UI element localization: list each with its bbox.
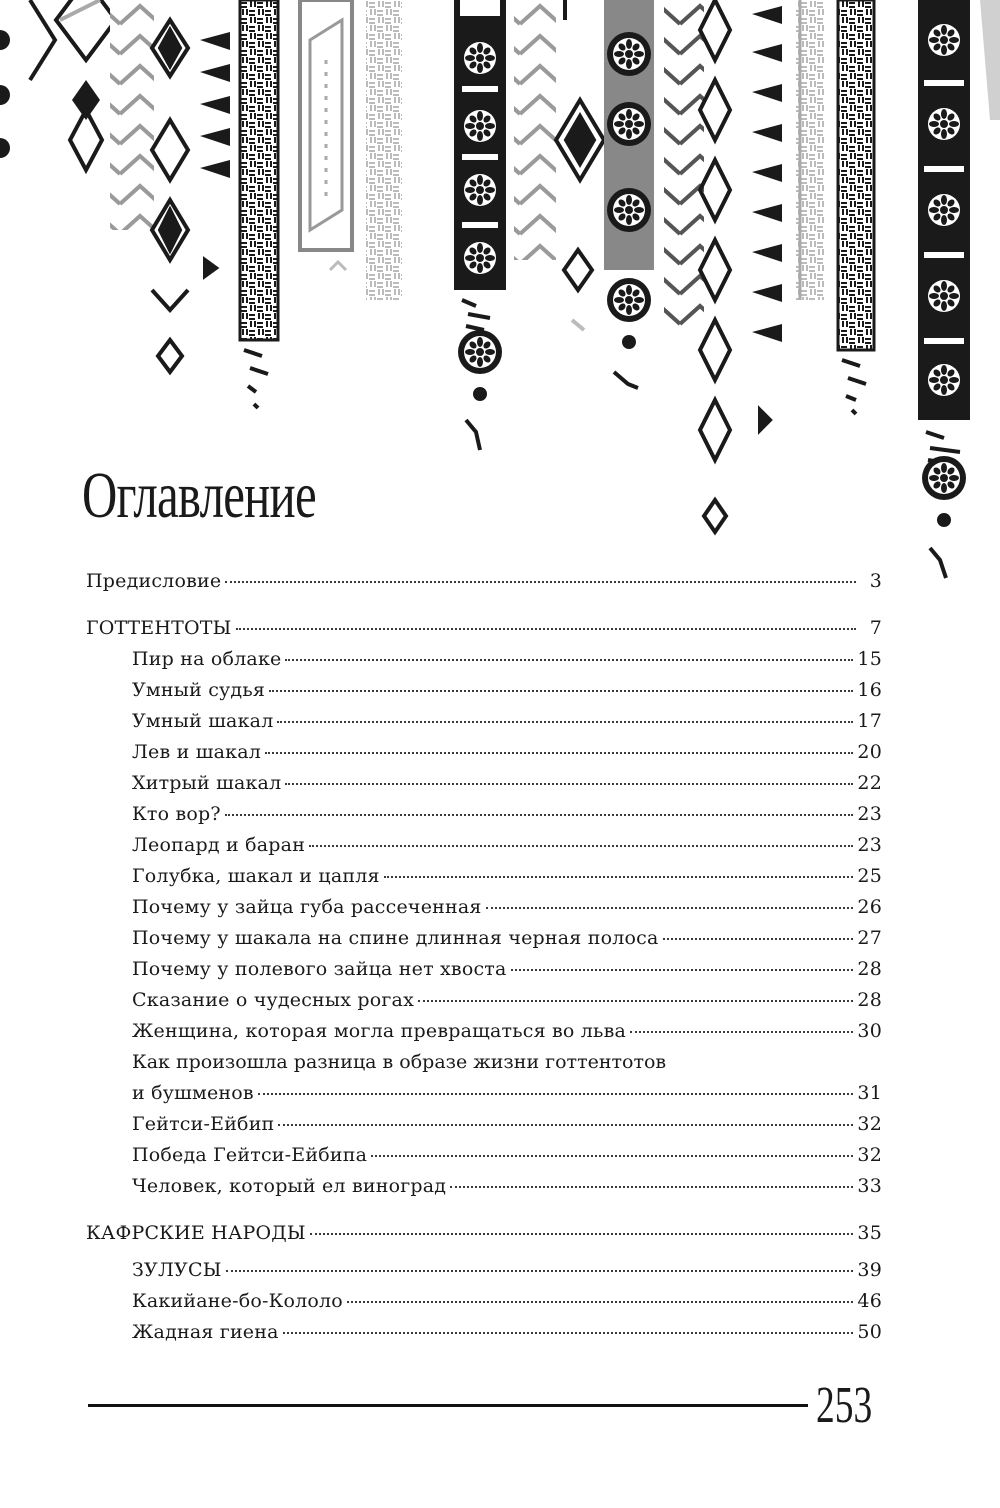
toc-entry[interactable] xyxy=(132,830,882,861)
ornament-column-triangles-2 xyxy=(752,6,782,342)
ornament-column-weave-1 xyxy=(240,0,278,408)
ornament-column-flowers-3 xyxy=(918,0,970,578)
toc-entry-label: Почему у зайца губа рассеченная xyxy=(132,896,482,918)
toc-entry-label-line1: Как произошла разница в образе жизни готтентотов xyxy=(132,1051,667,1073)
toc-entry-page: 20 xyxy=(857,741,882,763)
toc-entry[interactable] xyxy=(132,737,882,768)
dot-leader xyxy=(310,1232,854,1235)
toc-entry-page: 28 xyxy=(857,958,882,980)
ornament-column-zigzag-2 xyxy=(514,0,556,260)
toc-entry-page: 16 xyxy=(857,679,882,701)
toc-entry-label: Какийане-бо-Кололо xyxy=(132,1290,343,1312)
ornament-column-triangles-1 xyxy=(200,32,230,178)
toc-section-label: КАФРСКИЕ НАРОДЫ xyxy=(86,1222,306,1244)
toc-entry[interactable] xyxy=(132,892,882,923)
ornament-column-diamonds-1 xyxy=(30,0,116,170)
dot-leader xyxy=(283,1331,854,1334)
ornament-column-zigzag-1 xyxy=(110,0,154,230)
toc-entry-label: Предисловие xyxy=(86,570,222,592)
dot-leader xyxy=(309,844,853,847)
dot-leader xyxy=(226,1269,854,1272)
toc-entry[interactable] xyxy=(132,1016,882,1047)
toc-entry-label: Леопард и баран xyxy=(132,834,306,856)
toc-entry-label: Кто вор? xyxy=(132,803,221,825)
page-number: 253 xyxy=(816,1377,873,1434)
dot-leader xyxy=(277,720,853,723)
toc-entry-page: 7 xyxy=(869,617,882,639)
toc-entry[interactable] xyxy=(132,1140,882,1171)
dot-leader xyxy=(278,1123,853,1126)
left-edge-motif xyxy=(0,30,10,158)
ornament-column-diamonds-4 xyxy=(700,0,770,532)
toc-entry[interactable] xyxy=(132,1286,882,1317)
dot-leader xyxy=(347,1300,853,1303)
toc-entry-page: 32 xyxy=(857,1144,882,1166)
toc-section-hottentots[interactable] xyxy=(86,613,882,644)
toc-entry-page: 28 xyxy=(857,989,882,1011)
dot-leader xyxy=(486,906,854,909)
toc-entry-page: 17 xyxy=(857,710,882,732)
toc-entry-page: 15 xyxy=(857,648,882,670)
toc-entry-page: 35 xyxy=(857,1222,882,1244)
toc-entry-page: 23 xyxy=(857,803,882,825)
toc-entry-label: Сказание о чудесных рогах xyxy=(132,989,414,1011)
toc-entry-page: 31 xyxy=(857,1082,882,1104)
toc-entry-label: Победа Гейтси-Ейбипа xyxy=(132,1144,368,1166)
toc-entry[interactable] xyxy=(132,768,882,799)
table-of-contents xyxy=(86,566,882,1348)
toc-entry-preface[interactable] xyxy=(86,566,882,597)
toc-entry[interactable] xyxy=(132,1255,882,1286)
toc-entry-page: 32 xyxy=(857,1113,882,1135)
toc-entry-label: Хитрый шакал xyxy=(132,772,282,794)
toc-entry-label: Умный шакал xyxy=(132,710,274,732)
footer-rule xyxy=(88,1404,808,1407)
ornament-column-panel-light-2 xyxy=(796,0,824,300)
toc-entry-page: 39 xyxy=(857,1259,882,1281)
toc-entry[interactable] xyxy=(132,1109,882,1140)
toc-entry-page: 22 xyxy=(857,772,882,794)
toc-entry[interactable] xyxy=(132,985,882,1016)
toc-entry-long[interactable] xyxy=(132,1047,882,1109)
toc-entry-label: Человек, который ел виноград xyxy=(132,1175,447,1197)
dot-leader xyxy=(225,580,856,583)
dot-leader xyxy=(269,689,853,692)
toc-entry[interactable] xyxy=(132,1171,882,1202)
toc-entry-label: Почему у полевого зайца нет хвоста xyxy=(132,958,507,980)
toc-entry-label: Голубка, шакал и цапля xyxy=(132,865,380,887)
dot-leader xyxy=(285,658,853,661)
toc-entry-label-line2: и бушменов xyxy=(132,1082,254,1104)
toc-entry-label: Гейтси-Ейбип xyxy=(132,1113,275,1135)
ornament-column-flowers-1 xyxy=(454,0,506,450)
dot-leader xyxy=(225,813,854,816)
toc-entry-label: Умный судья xyxy=(132,679,266,701)
toc-entry-page: 26 xyxy=(857,896,882,918)
dot-leader xyxy=(511,968,854,971)
ornament-column-flowers-2 xyxy=(604,0,654,388)
toc-entry-label: Жадная гиена xyxy=(132,1321,279,1343)
toc-entry[interactable] xyxy=(132,675,882,706)
dot-leader xyxy=(630,1030,853,1033)
toc-entry-label: ЗУЛУСЫ xyxy=(132,1259,222,1281)
dot-leader xyxy=(450,1185,853,1188)
toc-entry-label: Почему у шакала на спине длинная черная полоса xyxy=(132,927,659,949)
toc-entry-page: 23 xyxy=(857,834,882,856)
page-title: Оглавление xyxy=(82,459,316,532)
toc-entry-page: 3 xyxy=(869,570,882,592)
ornament-column-zigzag-3 xyxy=(664,0,704,330)
dot-leader xyxy=(418,999,853,1002)
toc-entry[interactable] xyxy=(132,799,882,830)
toc-entry-page: 27 xyxy=(857,927,882,949)
ornament-column-weave-2 xyxy=(838,0,874,414)
ornament-column-weave-light xyxy=(366,0,402,300)
toc-entry[interactable] xyxy=(132,644,882,675)
dot-leader xyxy=(236,627,856,630)
dot-leader xyxy=(285,782,853,785)
toc-entry[interactable] xyxy=(132,706,882,737)
toc-entry-label: Лев и шакал xyxy=(132,741,262,763)
toc-section-label: ГОТТЕНТОТЫ xyxy=(86,617,232,639)
toc-entry-page: 33 xyxy=(857,1175,882,1197)
right-edge-motif xyxy=(980,0,1000,120)
toc-entry-page: 50 xyxy=(857,1321,882,1343)
toc-entry[interactable] xyxy=(132,954,882,985)
ornament-column-diamonds-3 xyxy=(556,0,604,330)
toc-entry-page: 30 xyxy=(857,1020,882,1042)
toc-entry-label: Пир на облаке xyxy=(132,648,282,670)
dot-leader xyxy=(663,937,854,940)
dot-leader xyxy=(265,751,853,754)
toc-entry[interactable] xyxy=(132,923,882,954)
toc-entry-page: 46 xyxy=(857,1290,882,1312)
dot-leader xyxy=(384,875,854,878)
toc-entry-label: Женщина, которая могла превращаться во льва xyxy=(132,1020,627,1042)
toc-entry[interactable] xyxy=(132,1317,882,1348)
toc-section-kaffir[interactable] xyxy=(86,1218,882,1249)
dot-leader xyxy=(371,1154,853,1157)
toc-entry[interactable] xyxy=(132,861,882,892)
toc-entry-page: 25 xyxy=(857,865,882,887)
dot-leader xyxy=(258,1092,854,1095)
ornament-column-panel-light xyxy=(300,0,352,270)
